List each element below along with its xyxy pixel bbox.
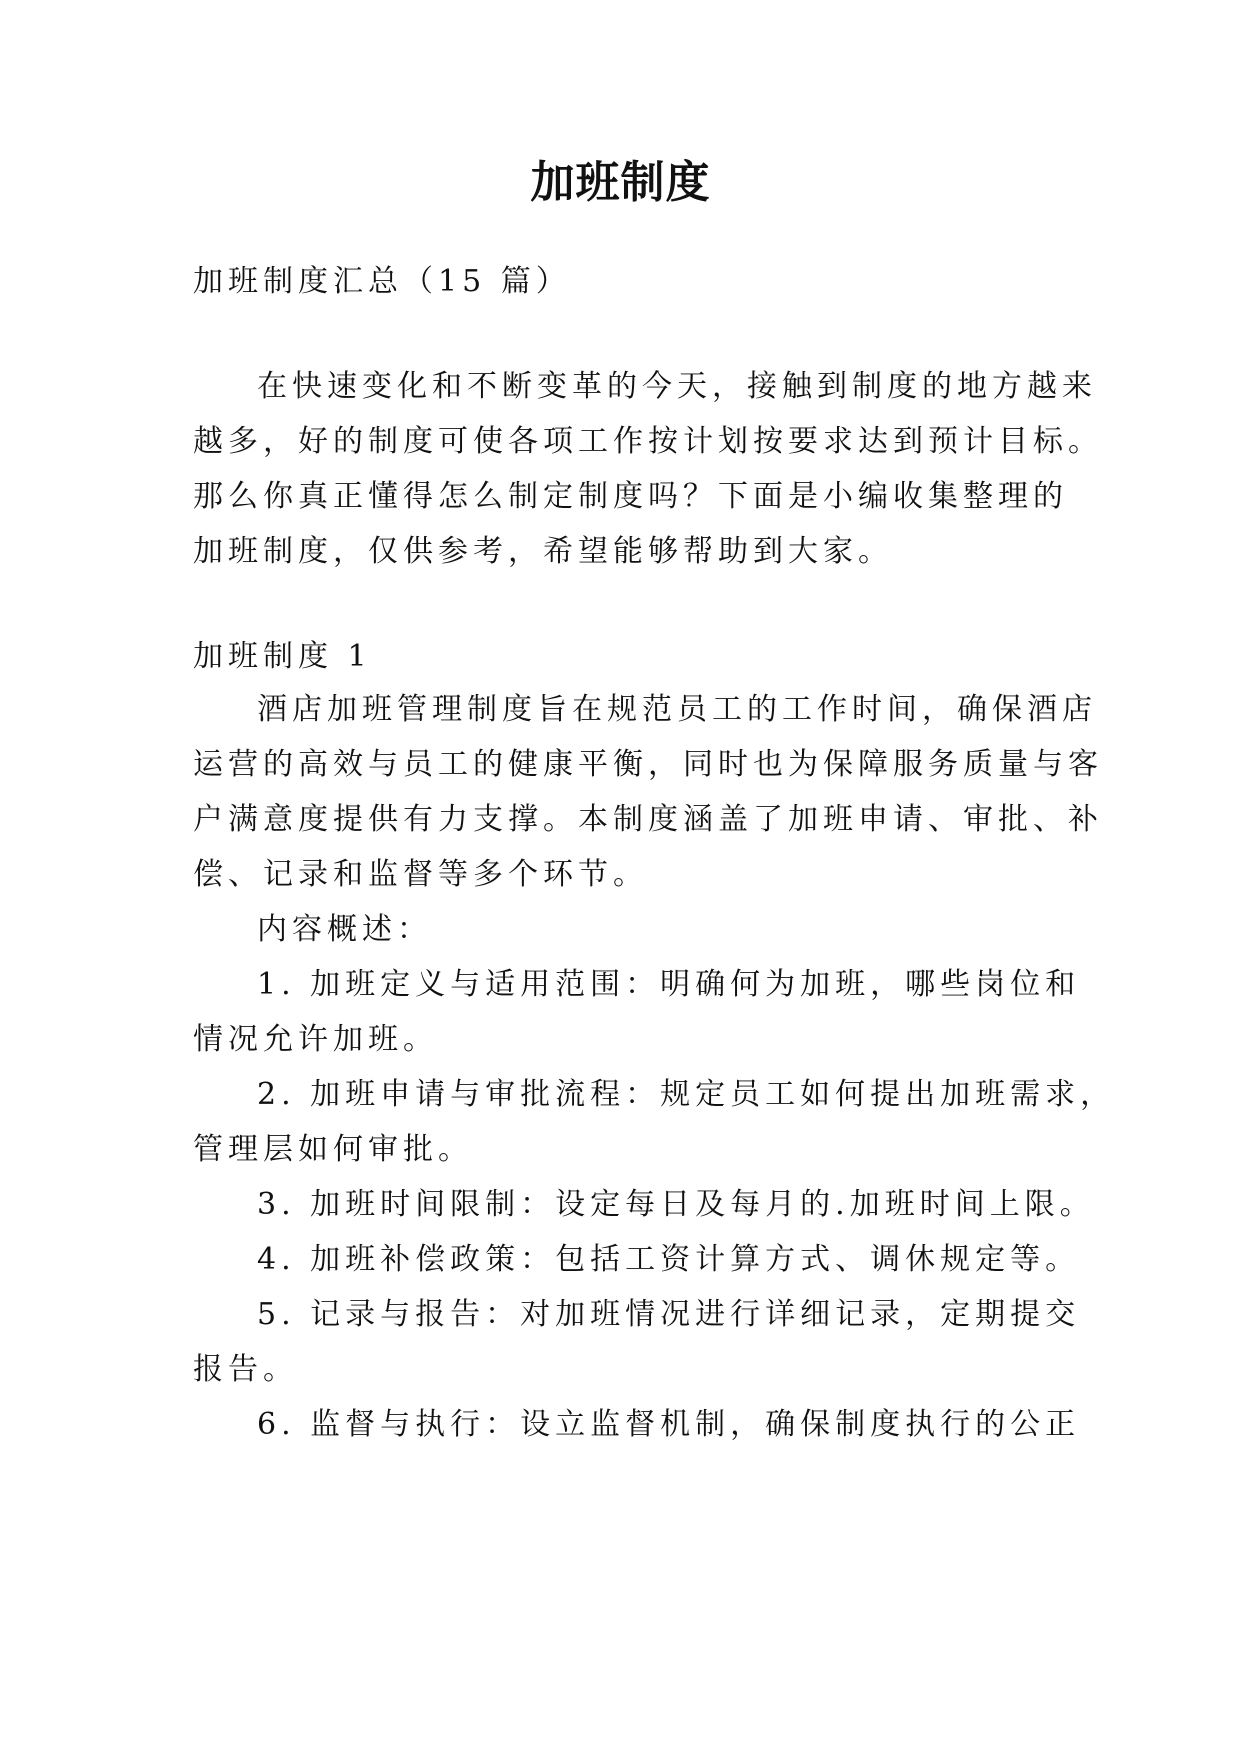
list-item-1-continued: 情况允许加班。 [193, 1022, 438, 1057]
intro-line: 越多，好的制度可使各项工作按计划按要求达到预计目标。 [193, 424, 1103, 459]
section-line: 户满意度提供有力支撑。本制度涵盖了加班申请、审批、补 [193, 802, 1103, 837]
section-line: 酒店加班管理制度旨在规范员工的工作时间，确保酒店 [257, 692, 1097, 727]
subtitle: 加班制度汇总（15 篇） [193, 264, 571, 299]
section-line: 偿、记录和监督等多个环节。 [193, 857, 648, 892]
list-item-4: 4. 加班补偿政策：包括工资计算方式、调休规定等。 [257, 1242, 1081, 1277]
intro-line: 在快速变化和不断变革的今天，接触到制度的地方越来 [257, 369, 1097, 404]
intro-line: 那么你真正懂得怎么制定制度吗？下面是小编收集整理的 [193, 479, 1068, 514]
list-item-5-continued: 报告。 [193, 1352, 298, 1387]
list-item-3: 3. 加班时间限制：设定每日及每月的.加班时间上限。 [257, 1187, 1095, 1222]
section-heading: 加班制度 1 [193, 639, 372, 674]
overview-label: 内容概述： [257, 912, 432, 947]
document-title: 加班制度 [530, 157, 711, 208]
list-item-6: 6. 监督与执行：设立监督机制，确保制度执行的公正 [257, 1407, 1081, 1442]
intro-line: 加班制度，仅供参考，希望能够帮助到大家。 [193, 534, 893, 569]
list-item-1: 1. 加班定义与适用范围：明确何为加班，哪些岗位和 [257, 967, 1081, 1002]
list-item-2: 2. 加班申请与审批流程：规定员工如何提出加班需求， [257, 1077, 1116, 1112]
section-line: 运营的高效与员工的健康平衡，同时也为保障服务质量与客 [193, 747, 1103, 782]
list-item-2-continued: 管理层如何审批。 [193, 1132, 473, 1167]
list-item-5: 5. 记录与报告：对加班情况进行详细记录，定期提交 [257, 1297, 1081, 1332]
